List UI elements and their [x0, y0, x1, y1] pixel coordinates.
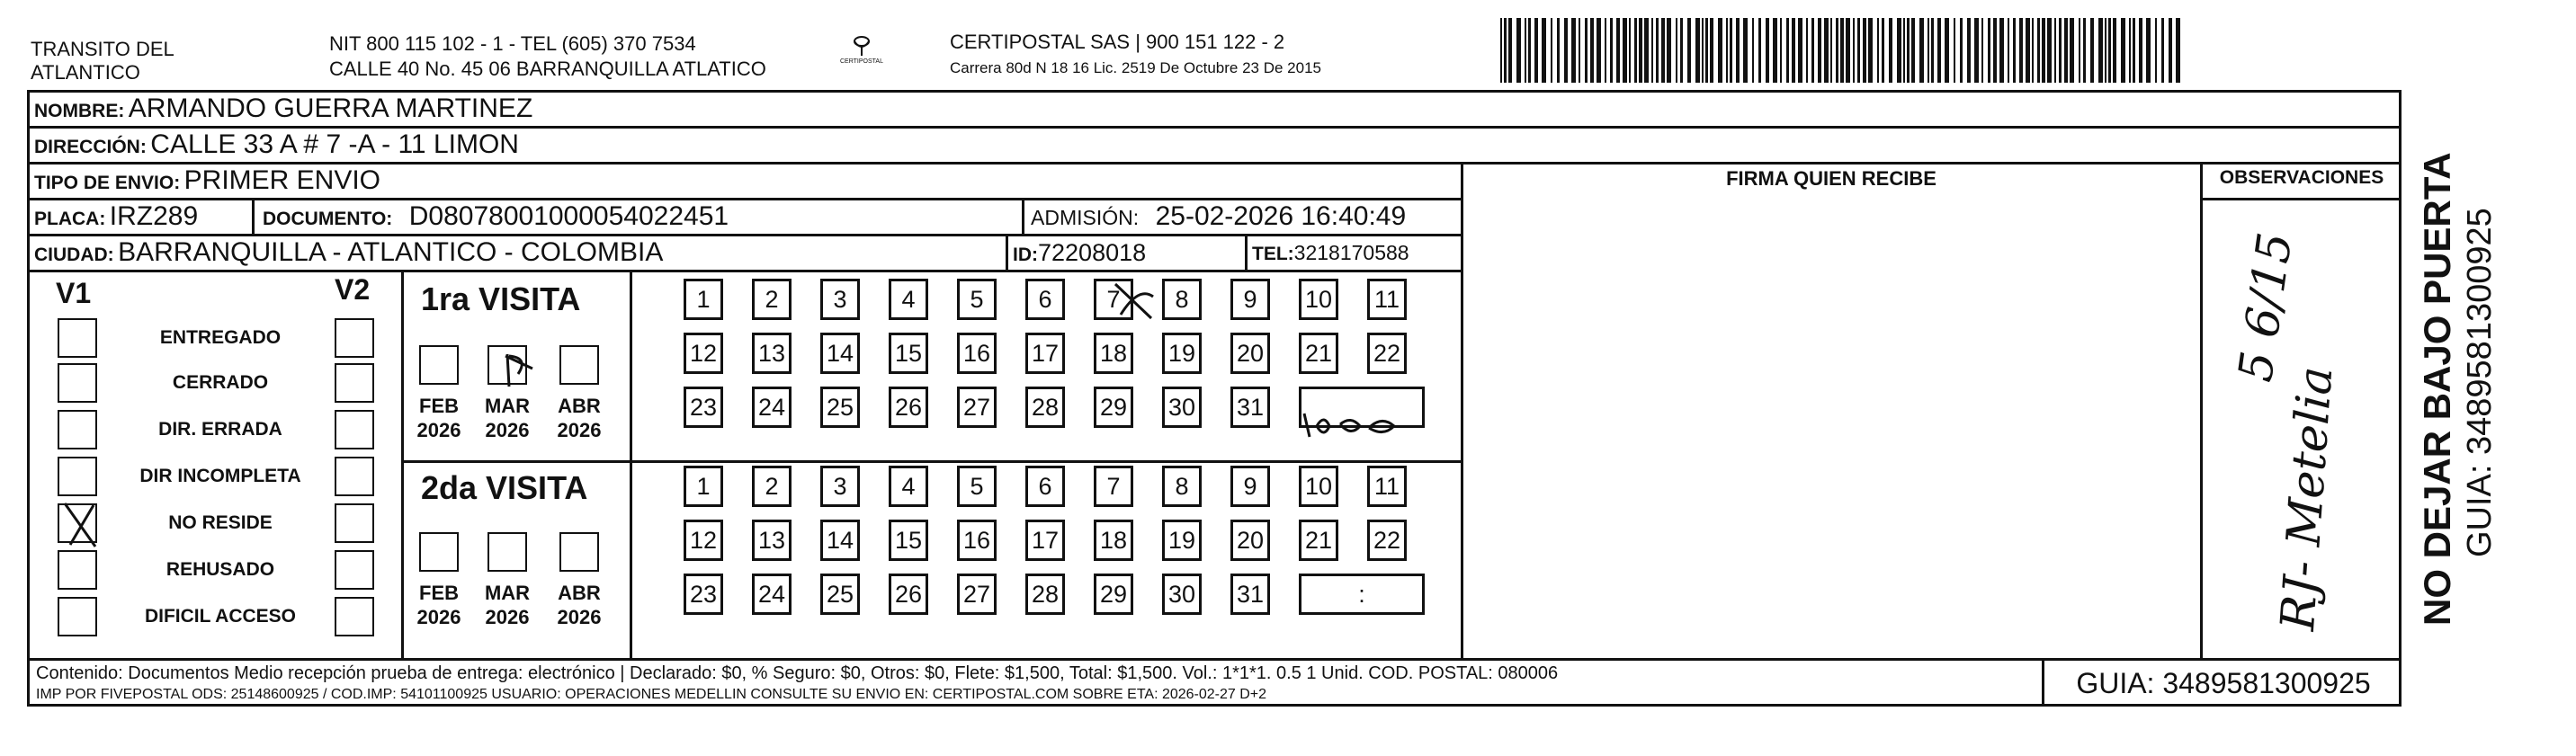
visit-2-day-box[interactable]: 31	[1230, 574, 1270, 615]
barcode-bar	[1661, 18, 1665, 83]
barcode-bar	[2090, 18, 2094, 83]
ciudad-label: CIUDAD:	[34, 245, 114, 265]
status-option-label: REHUSADO	[165, 559, 275, 580]
barcode-bar	[1903, 18, 1905, 83]
tipo-row	[34, 165, 380, 196]
barcode-bar	[1616, 18, 1620, 83]
v1-checkbox[interactable]	[58, 457, 97, 496]
barcode-bar	[1651, 18, 1653, 83]
visit-1-day-box[interactable]: 18	[1094, 333, 1133, 374]
visit-2-day-box[interactable]: 3	[820, 466, 860, 507]
visit-2-day-box[interactable]: 28	[1025, 574, 1065, 615]
visit-2-month-label	[412, 581, 466, 629]
visit-2-day-box[interactable]: 7	[1094, 466, 1133, 507]
barcode-bar	[1590, 18, 1594, 83]
barcode-bar	[1830, 18, 1832, 83]
barcode-bar	[1882, 18, 1884, 83]
visit-2-day-box[interactable]: 17	[1025, 520, 1065, 561]
barcode-bar	[1676, 18, 1677, 83]
visit-2-day-box[interactable]: 12	[684, 520, 723, 561]
visit-2-day-box[interactable]: 1	[684, 466, 723, 507]
visit-2-day-box[interactable]: 18	[1094, 520, 1133, 561]
barcode-bar	[1644, 18, 1649, 83]
month-year: 2026	[416, 419, 461, 441]
visit-2-month-checkbox[interactable]	[559, 532, 599, 572]
visit-2-day-box[interactable]: 8	[1162, 466, 1202, 507]
barcode-bar	[1710, 18, 1713, 83]
footer-imp: IMP POR FIVEPOSTAL ODS: 25148600925 / COD.IMP: 54101100925 USUARIO: OPERACIONES MEDELLIN CONSULTE SU ENVIO EN: CERTIPOSTAL.COM SOBRE ETA: 2026-02-27 D+2	[36, 687, 1267, 702]
visit-1-day-box[interactable]: 5	[957, 279, 997, 320]
barcode-bar	[1667, 18, 1671, 83]
barcode-bar	[1730, 18, 1732, 83]
visit-2-month-label	[552, 581, 606, 629]
barcode-bar	[2054, 18, 2056, 83]
barcode-bar	[1773, 18, 1777, 83]
barcode-bar	[1500, 18, 1502, 83]
month-year: 2026	[485, 419, 530, 441]
visit-2-day-box[interactable]: 29	[1094, 574, 1133, 615]
barcode-bar	[1798, 18, 1802, 83]
handwritten-observation-1: 5 6/15	[2229, 229, 2303, 386]
barcode-bar	[2070, 18, 2074, 83]
visit-1-day-box[interactable]: 3	[820, 279, 860, 320]
barcode-bar	[1824, 18, 1829, 83]
visit-2-day-box[interactable]: 26	[889, 574, 928, 615]
barcode-bar	[1557, 18, 1560, 83]
barcode-bar	[2019, 18, 2023, 83]
barcode-bar	[2121, 18, 2125, 83]
barcode-bar	[1907, 18, 1910, 83]
barcode-bar	[1528, 18, 1531, 83]
month-name: MAR	[484, 395, 531, 417]
visit-1-day-box[interactable]: 26	[889, 387, 928, 428]
tel-label: TEL:	[1252, 244, 1294, 264]
visit-2-day-box[interactable]: 10	[1299, 466, 1338, 507]
handwritten-v1-mark	[59, 498, 104, 556]
barcode-bar	[1508, 18, 1512, 83]
tipo-label: TIPO DE ENVIO:	[34, 173, 181, 193]
month-name: ABR	[558, 395, 601, 417]
barcode-bar	[1846, 18, 1850, 83]
barcode-bar	[1743, 18, 1748, 83]
visit-2-day-box[interactable]: 20	[1230, 520, 1270, 561]
admision-cell	[1031, 201, 1406, 232]
barcode-bar	[1758, 18, 1761, 83]
barcode-bar	[1525, 18, 1526, 83]
barcode-bar	[2133, 18, 2135, 83]
barcode-bar	[2037, 18, 2040, 83]
barcode-bar	[1695, 18, 1700, 83]
month-name: ABR	[558, 582, 601, 604]
visit-2-day-box[interactable]: 13	[752, 520, 792, 561]
barcode-bar	[1766, 18, 1769, 83]
barcode-bar	[1597, 18, 1601, 83]
side-warning: NO DEJAR BAJO PUERTA	[2416, 152, 2458, 626]
visit-2-title: 2da VISITA	[421, 469, 588, 506]
barcode-bar	[1877, 18, 1879, 83]
month-name: MAR	[484, 582, 531, 604]
v1-checkbox[interactable]	[58, 597, 97, 636]
logo-icon	[844, 34, 880, 59]
status-option-label: ENTREGADO	[159, 327, 282, 348]
barcode-bar	[1792, 18, 1795, 83]
visit-1-day-box[interactable]: 23	[684, 387, 723, 428]
barcode-bar	[1752, 18, 1754, 83]
barcode-bar	[1551, 18, 1552, 83]
barcode-bar	[1836, 18, 1838, 83]
barcode-bar	[2169, 18, 2172, 83]
org-line-2: CALLE 40 No. 45 06 BARRANQUILLA ATLATICO	[329, 58, 766, 80]
visit-1-day-box[interactable]: 14	[820, 333, 860, 374]
barcode-bar	[1928, 18, 1929, 83]
visit-2-day-box[interactable]: 14	[820, 520, 860, 561]
barcode-bar	[1504, 18, 1507, 83]
visit-1-day-box[interactable]: 11	[1367, 279, 1407, 320]
handwritten-observation-2: RJ- Metelia	[2270, 364, 2344, 633]
handwritten-day-mark	[1112, 279, 1157, 332]
visit-2-day-box[interactable]: 9	[1230, 466, 1270, 507]
visit-1-day-box[interactable]: 2	[752, 279, 792, 320]
month-year: 2026	[557, 419, 602, 441]
barcode-bar	[1840, 18, 1844, 83]
visit-1-month-label	[480, 394, 534, 442]
barcode-bar	[1818, 18, 1821, 83]
visit-2-day-box[interactable]: 5	[957, 466, 997, 507]
month-year: 2026	[485, 606, 530, 628]
visit-1-day-box[interactable]: 30	[1162, 387, 1202, 428]
visit-2-day-box[interactable]: 11	[1367, 466, 1407, 507]
status-option-label: DIFICIL ACCESO	[144, 606, 296, 627]
barcode-bar	[1954, 18, 1955, 83]
visit-1-day-box[interactable]: 15	[889, 333, 928, 374]
placa-label: PLACA:	[34, 209, 106, 229]
visit-1-day-box[interactable]: 28	[1025, 387, 1065, 428]
barcode-bar	[1863, 18, 1866, 83]
barcode-bar	[1960, 18, 1963, 83]
status-option-label: DIR INCOMPLETA	[139, 466, 301, 486]
barcode-bar	[1806, 18, 1808, 83]
courier-name: CERTIPOSTAL SAS | 900 151 122 - 2	[950, 31, 1285, 53]
visit-1-day-box[interactable]: 29	[1094, 387, 1133, 428]
barcode-bar	[1726, 18, 1728, 83]
org-name: TRANSITO DEL ATLANTICO	[31, 38, 174, 84]
visit-2-day-box[interactable]: 27	[957, 574, 997, 615]
visit-1-day-box[interactable]: 17	[1025, 333, 1065, 374]
visit-1-day-box[interactable]: 7	[1094, 279, 1133, 320]
barcode-bar	[2113, 18, 2116, 83]
v1-header: V1	[56, 277, 92, 309]
visit-2-day-box[interactable]: 6	[1025, 466, 1065, 507]
visit-1-month-checkbox[interactable]	[559, 345, 599, 385]
visit-2-month-label	[480, 581, 534, 629]
visit-2-day-box[interactable]: 24	[752, 574, 792, 615]
barcode-bar	[2105, 18, 2106, 83]
visit-1-title: 1ra VISITA	[421, 280, 581, 317]
v1-checkbox[interactable]	[58, 550, 97, 590]
barcode-bar	[1919, 18, 1924, 83]
v1-checkbox[interactable]	[58, 363, 97, 403]
logo-text: CERTIPOSTAL	[840, 58, 883, 65]
barcode-bar	[1993, 18, 1997, 83]
visit-2-time-box[interactable]: :	[1299, 574, 1425, 615]
admision-label: ADMISIÓN:	[1031, 206, 1140, 229]
visit-1-month-checkbox[interactable]	[419, 345, 459, 385]
month-year: 2026	[557, 606, 602, 628]
visit-2-day-box[interactable]: 22	[1367, 520, 1407, 561]
visit-1-day-box[interactable]: 24	[752, 387, 792, 428]
handwritten-month-mark	[496, 347, 541, 396]
month-name: FEB	[419, 395, 459, 417]
ciudad-value: BARRANQUILLA - ATLANTICO - COLOMBIA	[118, 237, 664, 267]
barcode-bar	[1911, 18, 1915, 83]
barcode-bar	[1857, 18, 1860, 83]
documento-label: DOCUMENTO:	[263, 209, 393, 229]
barcode-bar	[1542, 18, 1546, 83]
barcode-bar	[1945, 18, 1949, 83]
barcode-bar	[2083, 18, 2086, 83]
barcode-bar	[1571, 18, 1576, 83]
barcode-bar	[1988, 18, 1990, 83]
visit-2-day-box[interactable]: 25	[820, 574, 860, 615]
barcode-bar	[1634, 18, 1637, 83]
barcode-bar	[2108, 18, 2111, 83]
id-value: 72208018	[1038, 239, 1147, 266]
nombre-row	[34, 93, 532, 124]
visit-1-day-box[interactable]: 21	[1299, 333, 1338, 374]
barcode	[1500, 18, 2184, 83]
visit-1-month-label	[552, 394, 606, 442]
barcode-bar	[1868, 18, 1873, 83]
courier-license: Carrera 80d N 18 16 Lic. 2519 De Octubre 23 De 2015	[950, 59, 1321, 76]
barcode-bar	[1999, 18, 2004, 83]
visit-2-day-box[interactable]: 16	[957, 520, 997, 561]
visit-2-month-checkbox[interactable]	[419, 532, 459, 572]
visit-1-day-box[interactable]: 9	[1230, 279, 1270, 320]
footer-guia: GUIA: 3489581300925	[2076, 667, 2371, 699]
placa-value: IRZ289	[109, 201, 199, 231]
v1-checkbox[interactable]	[58, 318, 97, 358]
visit-2-day-box[interactable]: 23	[684, 574, 723, 615]
barcode-bar	[2146, 18, 2151, 83]
barcode-bar	[1629, 18, 1631, 83]
admision-value: 25-02-2026 16:40:49	[1155, 201, 1407, 231]
id-cell	[1013, 239, 1146, 267]
visit-2-day-box[interactable]: 19	[1162, 520, 1202, 561]
direccion-label: DIRECCIÓN:	[34, 137, 147, 157]
visit-1-day-box[interactable]: 20	[1230, 333, 1270, 374]
month-name: FEB	[419, 582, 459, 604]
handwritten-time	[1301, 406, 1409, 449]
tel-cell	[1252, 241, 1409, 265]
visit-1-day-box[interactable]: 10	[1299, 279, 1338, 320]
visit-1-day-box[interactable]: 22	[1367, 333, 1407, 374]
barcode-bar	[1937, 18, 1941, 83]
nombre-label: NOMBRE:	[34, 101, 125, 121]
barcode-bar	[2064, 18, 2068, 83]
barcode-bar	[1967, 18, 1971, 83]
visit-1-day-box[interactable]: 16	[957, 333, 997, 374]
visit-1-day-box[interactable]: 31	[1230, 387, 1270, 428]
barcode-bar	[1585, 18, 1588, 83]
documento-value: D08078001000054022451	[408, 201, 729, 231]
barcode-bar	[1534, 18, 1538, 83]
footer-contenido: Contenido: Documentos Medio recepción prueba de entrega: electrónico | Declarado: $0, % Seguro: $0, Otros: $0, Flete: $1,500, Total: $1,500. Vol.: 1*1*1. 0.5 1 Unid. COD. POSTAL: 080006	[36, 663, 1559, 683]
barcode-bar	[1564, 18, 1568, 83]
org-line-1: NIT 800 115 102 - 1 - TEL (605) 370 7534	[329, 32, 696, 55]
barcode-bar	[2013, 18, 2016, 83]
tipo-value: PRIMER ENVIO	[183, 165, 381, 195]
certipostal-logo	[835, 34, 889, 65]
visit-1-month-label	[412, 394, 466, 442]
visit-2-day-box[interactable]: 21	[1299, 520, 1338, 561]
barcode-bar	[1610, 18, 1613, 83]
visit-1-day-box[interactable]: 13	[752, 333, 792, 374]
visit-2-day-box[interactable]: 15	[889, 520, 928, 561]
ciudad-cell	[34, 237, 663, 268]
visit-2-day-box[interactable]: 2	[752, 466, 792, 507]
visit-1-day-box[interactable]: 1	[684, 279, 723, 320]
barcode-bar	[2139, 18, 2142, 83]
status-option-label: NO RESIDE	[168, 512, 273, 533]
barcode-bar	[2155, 18, 2157, 83]
firma-header: FIRMA QUIEN RECIBE	[1726, 167, 1936, 190]
nombre-value: ARMANDO GUERRA MARTINEZ	[128, 93, 533, 123]
tel-value: 3218170588	[1293, 241, 1409, 264]
barcode-bar	[1931, 18, 1934, 83]
visit-1-day-box[interactable]: 4	[889, 279, 928, 320]
barcode-bar	[2047, 18, 2052, 83]
v1-checkbox[interactable]	[58, 410, 97, 449]
direccion-value: CALLE 33 A # 7 -A - 11 LIMON	[150, 129, 519, 159]
barcode-bar	[1786, 18, 1789, 83]
documento-cell	[263, 201, 729, 232]
status-option-label: CERRADO	[172, 372, 269, 393]
month-year: 2026	[416, 606, 461, 628]
barcode-bar	[1639, 18, 1642, 83]
barcode-bar	[1579, 18, 1580, 83]
barcode-bar	[1853, 18, 1855, 83]
visit-2-day-box[interactable]: 30	[1162, 574, 1202, 615]
barcode-bar	[2079, 18, 2080, 83]
barcode-bar	[1702, 18, 1704, 83]
barcode-bar	[2042, 18, 2045, 83]
barcode-bar	[1516, 18, 1521, 83]
barcode-bar	[1811, 18, 1814, 83]
barcode-bar	[2032, 18, 2034, 83]
barcode-bar	[1687, 18, 1691, 83]
barcode-bar	[1718, 18, 1722, 83]
barcode-bar	[1889, 18, 1892, 83]
direccion-row	[34, 129, 519, 160]
visit-1-day-box[interactable]: 19	[1162, 333, 1202, 374]
visit-1-day-box[interactable]: 25	[820, 387, 860, 428]
barcode-bar	[2129, 18, 2131, 83]
visit-2-day-box[interactable]: 4	[889, 466, 928, 507]
barcode-bar	[2161, 18, 2164, 83]
barcode-bar	[2008, 18, 2009, 83]
barcode-bar	[1623, 18, 1627, 83]
barcode-bar	[2026, 18, 2030, 83]
visit-1-day-box[interactable]: 27	[957, 387, 997, 428]
barcode-bar	[1705, 18, 1708, 83]
barcode-bar	[1605, 18, 1606, 83]
placa-cell	[34, 201, 198, 232]
v2-header: V2	[335, 273, 371, 306]
observaciones-header: OBSERVACIONES	[2219, 167, 2384, 188]
status-option-label: DIR. ERRADA	[158, 419, 282, 440]
visit-1-day-box[interactable]: 6	[1025, 279, 1065, 320]
barcode-bar	[1897, 18, 1901, 83]
barcode-bar	[2098, 18, 2103, 83]
side-guia: GUIA: 3489581300925	[2461, 208, 2499, 557]
visit-1-day-box[interactable]: 12	[684, 333, 723, 374]
barcode-bar	[2176, 18, 2180, 83]
visit-1-day-box[interactable]: 8	[1162, 279, 1202, 320]
barcode-bar	[1680, 18, 1683, 83]
barcode-bar	[1736, 18, 1740, 83]
barcode-bar	[1981, 18, 1983, 83]
id-label: ID:	[1013, 245, 1038, 265]
barcode-bar	[1974, 18, 1979, 83]
barcode-bar	[1780, 18, 1782, 83]
barcode-bar	[2059, 18, 2062, 83]
barcode-bar	[1656, 18, 1659, 83]
visit-2-month-checkbox[interactable]	[487, 532, 527, 572]
